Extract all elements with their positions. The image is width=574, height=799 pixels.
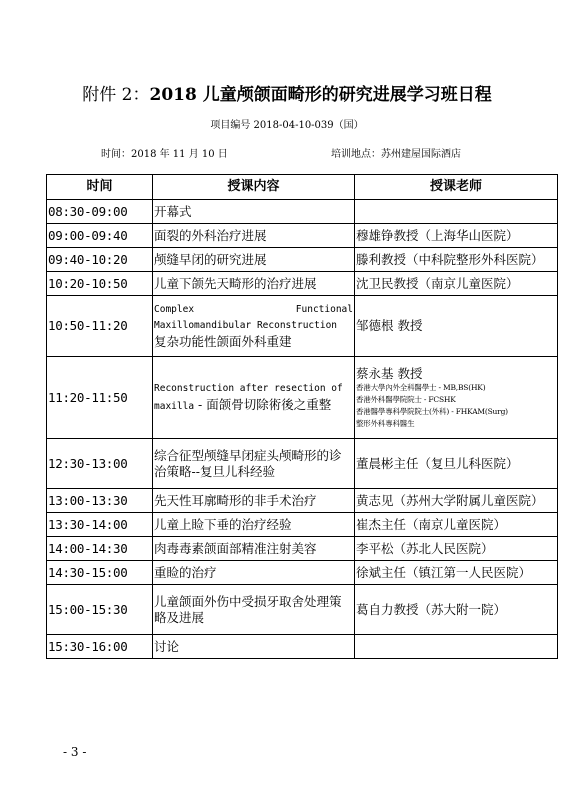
row-content: 儿童下颌先天畸形的治疗进展 — [153, 272, 355, 296]
header-time: 时间 — [47, 175, 153, 200]
content-english-word: maxilla — [154, 400, 195, 412]
teacher-name: 蔡永基 教授 — [356, 365, 423, 381]
table-row — [47, 272, 558, 296]
content-english-line: Reconstruction after resection of — [154, 382, 343, 394]
row-content: 先天性耳廓畸形的非手术治疗 — [153, 489, 355, 513]
event-location: 培训地点：苏州建屋国际酒店 — [331, 149, 461, 160]
row-time: 14:30-15:00 — [47, 561, 153, 585]
row-teacher: 穆雄铮教授（上海华山医院） — [355, 224, 558, 248]
row-time: 11:20-11:50 — [47, 357, 153, 439]
row-time: 13:30-14:00 — [47, 513, 153, 537]
table-row — [47, 489, 558, 513]
event-date: 时间：2018 年 11 月 10 日 — [101, 149, 228, 160]
row-teacher — [355, 357, 558, 439]
content-english-line: Maxillomandibular Reconstruction — [154, 320, 338, 331]
row-time: 13:00-13:30 — [47, 489, 153, 513]
row-content — [153, 357, 355, 439]
row-content: 开幕式 — [153, 200, 355, 224]
row-time: 09:40-10:20 — [47, 248, 153, 272]
row-content: 综合征型颅缝早闭症头颅畸形的诊治策略--复旦儿科经验 — [153, 439, 355, 489]
content-mixed — [154, 397, 353, 415]
table-row — [47, 200, 558, 224]
schedule-table — [46, 174, 558, 659]
table-row — [47, 635, 558, 659]
row-content: 重睑的治疗 — [153, 561, 355, 585]
row-teacher: 黄志见（苏州大学附属儿童医院） — [355, 489, 558, 513]
document-title — [0, 80, 574, 105]
project-number: 项目编号 2018-04-10-039（国） — [210, 120, 364, 131]
row-content: 肉毒毒素颌面部精准注射美容 — [153, 537, 355, 561]
table-row — [47, 561, 558, 585]
teacher-credential: 香港大學內外全科醫學士 - MB,BS(HK) — [356, 382, 486, 392]
row-teacher: 徐斌主任（镇江第一人民医院） — [355, 561, 558, 585]
row-teacher: 董晨彬主任（复旦儿科医院） — [355, 439, 558, 489]
table-row — [47, 248, 558, 272]
row-teacher: 李平松（苏北人民医院） — [355, 537, 558, 561]
table-header-row — [47, 175, 558, 200]
table-row — [47, 585, 558, 635]
row-time: 14:00-14:30 — [47, 537, 153, 561]
row-teacher — [355, 635, 558, 659]
content-chinese: - 面颌骨切除術後之重整 — [194, 396, 332, 412]
table-row — [47, 439, 558, 489]
teacher-credential: 香港外科醫學院院士 - FCSHK — [356, 394, 456, 404]
teacher-credential: 香港醫學專科學院院士(外科) - FHKAM(Surg) — [356, 406, 508, 416]
row-content: 讨论 — [153, 635, 355, 659]
row-teacher: 邹德根 教授 — [355, 296, 558, 357]
table-row — [47, 513, 558, 537]
row-content: 儿童上睑下垂的治疗经验 — [153, 513, 355, 537]
row-teacher: 葛自力教授（苏大附一院） — [355, 585, 558, 635]
title-main: 2018 儿童颅颌面畸形的研究进展学习班日程 — [149, 85, 492, 105]
row-content — [153, 296, 355, 357]
page-number: - 3 - — [63, 745, 87, 759]
row-time: 15:00-15:30 — [47, 585, 153, 635]
table-row — [47, 537, 558, 561]
table-row — [47, 296, 558, 357]
header-content: 授课内容 — [153, 175, 355, 200]
title-prefix: 附件 2： — [82, 85, 150, 105]
content-english-line: Complex Functional — [154, 304, 353, 315]
row-content: 儿童颌面外伤中受损牙取舍处理策略及进展 — [153, 585, 355, 635]
row-teacher — [355, 200, 558, 224]
row-time: 10:20-10:50 — [47, 272, 153, 296]
content-chinese: 复杂功能性颌面外科重建 — [154, 334, 292, 349]
row-time: 09:00-09:40 — [47, 224, 153, 248]
row-teacher: 崔杰主任（南京儿童医院） — [355, 513, 558, 537]
header-teacher: 授课老师 — [355, 175, 558, 200]
row-time: 10:50-11:20 — [47, 296, 153, 357]
row-teacher: 滕利教授（中科院整形外科医院） — [355, 248, 558, 272]
table-row — [47, 357, 558, 439]
row-teacher: 沈卫民教授（南京儿童医院） — [355, 272, 558, 296]
row-time: 12:30-13:00 — [47, 439, 153, 489]
row-time: 08:30-09:00 — [47, 200, 153, 224]
row-content: 颅缝早闭的研究进展 — [153, 248, 355, 272]
teacher-credential: 整形外科專科醫生 — [356, 418, 415, 428]
table-row — [47, 224, 558, 248]
row-time: 15:30-16:00 — [47, 635, 153, 659]
row-content: 面裂的外科治疗进展 — [153, 224, 355, 248]
